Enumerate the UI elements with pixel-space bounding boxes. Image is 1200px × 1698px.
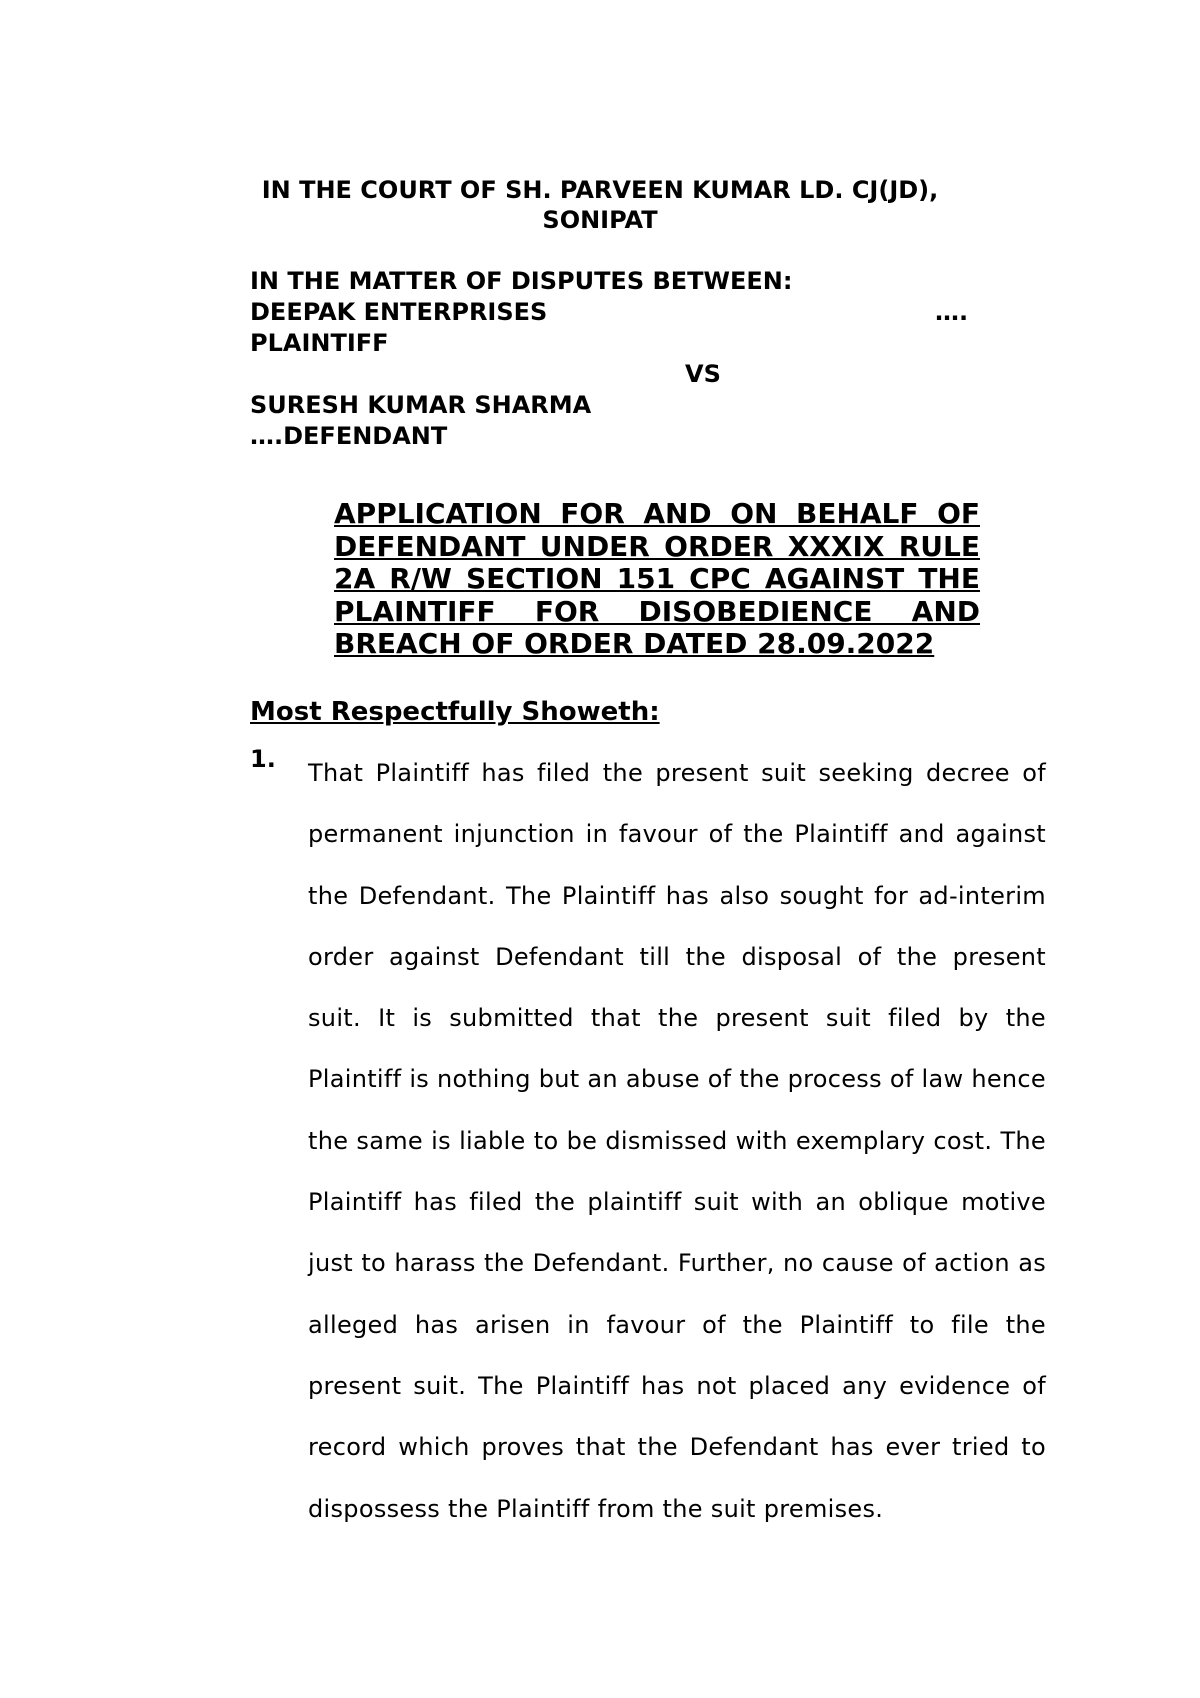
showeth-heading: Most Respectfully Showeth:: [250, 697, 660, 727]
application-title-line2: DEFENDANT UNDER ORDER XXXIX RULE: [334, 529, 980, 563]
court-heading: [240, 175, 960, 235]
plaintiff-dots: ….: [935, 298, 969, 326]
application-title-line1: APPLICATION FOR AND ON BEHALF OF: [334, 497, 980, 530]
plaintiff-line: [250, 297, 970, 328]
application-title: [334, 498, 980, 661]
parties-block: [250, 266, 970, 452]
court-heading-line2: SONIPAT: [542, 206, 658, 234]
matter-heading: IN THE MATTER OF DISPUTES BETWEEN:: [250, 267, 793, 295]
paragraph-number: 1.: [250, 745, 276, 773]
versus-label: VS: [685, 360, 721, 388]
application-title-line3: 2A R/W SECTION 151 CPC AGAINST THE: [334, 562, 980, 595]
application-title-line5: BREACH OF ORDER DATED 28.09.2022: [334, 627, 935, 660]
plaintiff-name: DEEPAK ENTERPRISES: [250, 298, 548, 326]
application-title-line4: PLAINTIFF FOR DISOBEDIENCE AND: [334, 594, 980, 628]
defendant-role: ….DEFENDANT: [250, 422, 448, 450]
versus-line: [250, 359, 970, 390]
court-heading-line1: IN THE COURT OF SH. PARVEEN KUMAR LD. CJ(JD),: [261, 176, 939, 204]
plaintiff-role: PLAINTIFF: [250, 329, 389, 357]
defendant-name: SURESH KUMAR SHARMA: [250, 391, 592, 419]
paragraph-text: That Plaintiff has filed the present suit seeking decree of permanent injunction in favour of the Plaintiff and against the Defendant. The Plaintiff has also sought for ad-interim order against Defendant till the disposal of the present suit. It is submitted that the present suit filed by the Plaintiff is nothing but an abuse of the process of law hence the same is liable to be dismissed with exemplary cost. The Plaintiff has filed the plaintiff suit with an oblique motive just to harass the Defendant. Further, no cause of action as alleged has arisen in favour of the Plaintiff to file the present suit. The Plaintiff has not placed any evidence of record which proves that the Defendant has ever tried to dispossess the Plaintiff from the suit premises.: [308, 759, 1046, 1523]
